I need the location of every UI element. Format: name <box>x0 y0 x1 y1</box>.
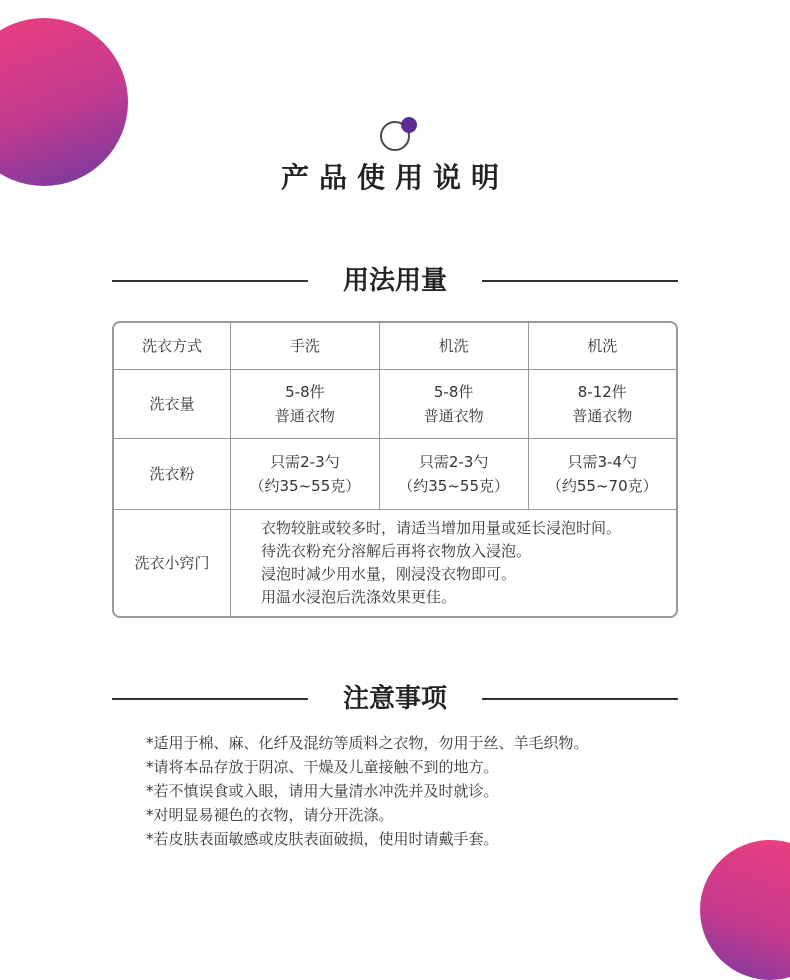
tips-cell <box>231 510 676 616</box>
table-cell <box>529 439 676 510</box>
tip-line: 用温水浸泡后洗涤效果更佳。 <box>261 588 457 606</box>
cell-line: 普通衣物 <box>274 407 335 425</box>
cell-line: （约55~70克） <box>546 477 658 495</box>
cell-line: 普通衣物 <box>423 407 484 425</box>
decorative-gradient-circle-bottom-right <box>700 840 790 980</box>
header-cell-method: 洗衣方式 <box>114 323 231 370</box>
tip-line: 衣物较脏或较多时，请适当增加用量或延长浸泡时间。 <box>261 519 622 537</box>
cell-line: 只需3-4勺 <box>567 453 638 471</box>
cell-line: 5-8件 <box>285 383 325 401</box>
logo-dot <box>401 117 417 133</box>
cell-line: 普通衣物 <box>572 407 633 425</box>
cell-line: （约35~55克） <box>398 477 510 495</box>
cell-line: 8-12件 <box>577 383 627 401</box>
table-row-tips <box>114 510 676 616</box>
cell-line: （约35~55克） <box>249 477 361 495</box>
notes-list <box>146 731 589 851</box>
notes-heading-label: 注意事项 <box>342 684 447 714</box>
notes-section-heading <box>112 679 678 719</box>
table-cell <box>231 439 380 510</box>
note-item: *适用于棉、麻、化纤及混纺等质料之衣物，勿用于丝、羊毛织物。 <box>146 734 589 752</box>
table-row-detergent-amount <box>114 439 676 510</box>
table-cell <box>380 370 529 439</box>
usage-section-heading <box>112 261 678 301</box>
row-label: 洗衣量 <box>114 370 231 439</box>
divider-right <box>482 280 678 282</box>
tip-line: 待洗衣粉充分溶解后再将衣物放入浸泡。 <box>261 542 532 560</box>
note-item: *若皮肤表面敏感或皮肤表面破损，使用时请戴手套。 <box>146 830 499 848</box>
usage-table <box>112 321 678 618</box>
divider-right <box>482 698 678 700</box>
row-label: 洗衣粉 <box>114 439 231 510</box>
page-title: 产品使用说明 <box>280 161 509 194</box>
note-item: *请将本品存放于阴凉、干燥及儿童接触不到的地方。 <box>146 758 499 776</box>
table-cell <box>380 439 529 510</box>
header-cell-machine-wash: 机洗 <box>529 323 676 370</box>
header-cell-machine-wash: 机洗 <box>380 323 529 370</box>
tip-line: 浸泡时减少用水量，刚浸没衣物即可。 <box>261 565 517 583</box>
brand-logo-icon <box>380 117 418 155</box>
header-cell-hand-wash: 手洗 <box>231 323 380 370</box>
table-cell <box>529 370 676 439</box>
table-cell <box>231 370 380 439</box>
cell-line: 5-8件 <box>433 383 474 401</box>
table-header-row <box>114 323 676 370</box>
table-row-laundry-amount <box>114 370 676 439</box>
note-item: *对明显易褪色的衣物，请分开洗涤。 <box>146 806 394 824</box>
cell-line: 只需2-3勺 <box>270 453 340 471</box>
usage-heading-label: 用法用量 <box>342 266 447 296</box>
note-item: *若不慎误食或入眼，请用大量清水冲洗并及时就诊。 <box>146 782 499 800</box>
row-label: 洗衣小窍门 <box>114 510 231 616</box>
cell-line: 只需2-3勺 <box>418 453 489 471</box>
